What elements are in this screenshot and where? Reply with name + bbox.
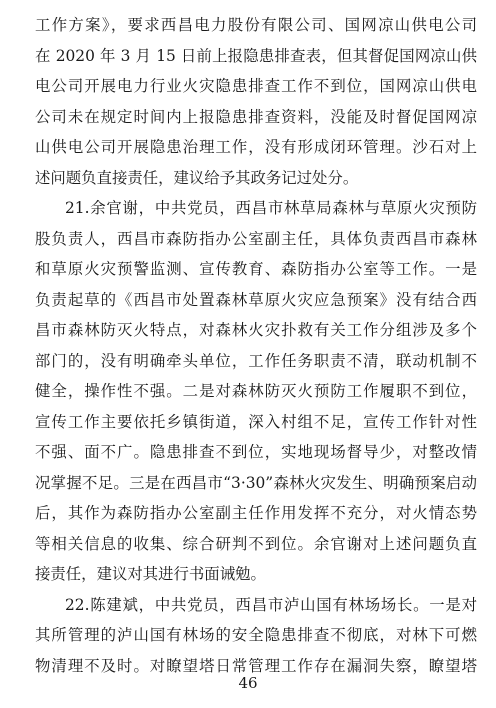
text-line: 后，其作为森防指办公室副主任作用发挥不充分，对火情态势 [35,504,477,522]
text-line: 工作方案》，要求西昌电力股份有限公司、国网凉山供电公司 [35,16,477,34]
text-line: 昌市森林防灭火特点，对森林火灾扑救有关工作分组涉及多个 [35,321,477,339]
text-line: 其所管理的泸山国有林场的安全隐患排查不彻底，对林下可燃 [35,626,477,644]
text-line: 部门的，没有明确牵头单位，工作任务职责不清，联动机制不 [35,351,477,370]
text-line: 21.余官谢，中共党员，西昌市林草局森林与草原火灾预防 [65,199,477,217]
page-number: 46 [238,674,258,692]
text-line: 和草原火灾预警监测、宣传教育、森防指办公室等工作。一是 [35,260,477,278]
text-line: 述问题负直接责任，建议给予其政务记过处分。 [35,168,359,187]
text-line: 等相关信息的收集、综合研判不到位。余官谢对上述问题负直 [35,534,477,553]
text-line: 负责起草的《西昌市处置森林草原火灾应急预案》没有结合西 [35,290,477,309]
text-line: 股负责人，西昌市森防指办公室副主任，具体负责西昌市森林 [35,229,477,248]
text-line: 22.陈建斌，中共党员，西昌市泸山国有林场场长。一是对 [65,595,477,614]
text-line: 健全，操作性不强。二是对森林防灭火预防工作履职不到位， [35,382,477,400]
text-line: 不强、面不广。隐患排查不到位，实地现场督导少，对整改情 [35,443,477,461]
text-line: 宣传工作主要依托乡镇街道，深入村组不足，宣传工作针对性 [35,412,477,431]
document-body [35,10,477,681]
text-line: 山供电公司开展隐患治理工作，没有形成闭环管理。沙石对上 [35,138,477,156]
text-line: 在 2020 年 3 月 15 日前上报隐患排查表，但其督促国网凉山供 [35,46,477,65]
text-line: 接责任，建议对其进行书面诫勉。 [35,565,266,583]
text-line: 公司未在规定时间内上报隐患排查资料，没能及时督促国网凉 [35,107,477,126]
text-line: 电公司开展电力行业火灾隐患排查工作不到位，国网凉山供电 [35,77,477,95]
text-line: 况掌握不足。三是在西昌市“3·30”森林火灾发生、明确预案启动 [35,473,477,492]
text-line: 物清理不及时。对瞭望塔日常管理工作存在漏洞失察，瞭望塔 [35,656,477,675]
